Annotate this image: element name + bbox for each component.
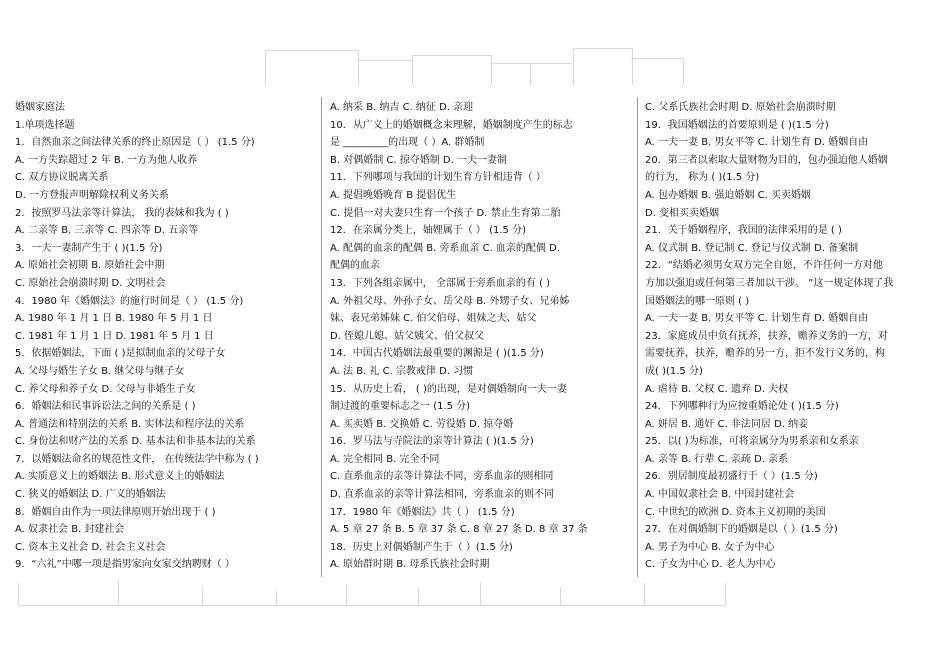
text-line: 5．依据婚姻法，下面 ( )是拟制血亲的父母子女 [15,348,226,360]
footer-decoration [418,588,481,606]
text-line: A. 完全相同 B. 完全不同 [330,453,440,465]
text-line: A. 实质意义上的婚姻法 B. 形式意义上的婚姻法 [15,471,225,483]
text-line: A. 奴隶社会 B. 封建社会 [15,524,125,536]
text-line: A. 父母与婚生子女 B. 继父母与继子女 [15,365,185,377]
text-line: C. 父系氏族社会时期 D. 原始社会崩溃时期 [645,102,836,113]
text-line: 15．从历史上看， ( )的出现，是对偶婚制向一夫一妻 [330,383,567,395]
text-line: A. 配偶的血亲的配偶 B. 旁系血亲 C. 血亲的配偶 D. [330,242,560,254]
text-line: A. 买卖婚 B. 交换婚 C. 劳役婚 D. 掠夺婚 [330,418,514,430]
text-line: 21．关于婚姻程序，我国的法律采用的是 ( ) [645,225,842,237]
text-line: A. 姘居 B. 通奸 C. 非法同居 D. 纳妾 [645,418,809,430]
footer-decoration [480,582,561,606]
footer-decoration [644,583,726,606]
footer-decoration [202,586,277,606]
header-decoration [530,63,572,85]
text-line: 9．“六礼”中哪一项是指男家向女家交纳聘财（ ） [15,559,235,571]
text-line: 17．1980 年《婚姻法》共（ ） (1.5 分) [330,506,515,518]
text-line: 7．以婚姻法命名的规范性文件， 在传统法学中称为 ( ) [15,453,259,465]
text-line: A. 虐待 B. 父权 C. 遗弃 D. 夫权 [645,383,789,395]
column-divider [321,97,322,577]
text-line: C. 双方协议脱离关系 [15,172,109,184]
text-line: 成( )(1.5 分) [645,365,703,377]
header-decoration [631,58,684,85]
text-line: A. 原始群时期 B. 母系氏族社会时期 [330,559,490,571]
text-line: C. 中世纪的欧洲 D. 资本主义初期的美国 [645,506,826,518]
text-line: C. 养父母和养子女 D. 父母与非婚生子女 [15,383,196,395]
text-line: A. 一夫一妻 B. 男女平等 C. 计划生育 D. 婚姻自由 [645,313,869,325]
text-line: 方加以强迫或任何第三者加以干涉。 ”这一规定体现了我 [645,277,894,289]
text-line: C. 狭义的婚姻法 D. 广义的婚姻法 [15,489,166,501]
footer-decoration [276,590,347,606]
text-line: A. 法 B. 礼 C. 宗教戒律 D. 习惯 [330,365,474,377]
header-decoration [573,48,633,85]
text-line: 27．在对偶婚制下的婚姻是以（ ）(1.5 分) [645,524,838,536]
text-line: A. 一方失踪超过 2 年 B. 一方为他人收养 [15,154,198,166]
text-line: B. 对偶婚制 C. 掠夺婚制 D. 一夫一妻制 [330,154,507,166]
header-decoration [412,55,492,85]
text-line: 的行为， 称为 ( )(1.5 分) [645,172,760,184]
question-column-right [645,99,940,574]
text-line: C. 子女为中心 D. 老人为中心 [645,559,776,571]
text-line: D. 变相买卖婚姻 [645,207,720,219]
column-divider [637,97,638,577]
text-line: A. 普通法和特别法的关系 B. 实体法和程序法的关系 [15,418,245,430]
text-line: 6．婚姻法和民事诉讼法之间的关系是 ( ) [15,401,196,413]
text-line: C. 原始社会崩溃时期 D. 文明社会 [15,277,166,289]
text-line: 16．罗马法与寺院法的亲等计算法 ( )(1.5 分) [330,436,534,448]
text-line: 13．下列各组亲属中， 全部属于旁系血亲的有 ( ) [330,277,551,289]
text-line: A. 亲等 B. 行辈 C. 亲疏 D. 亲系 [645,453,789,465]
text-line: A. 男子为中心 B. 女子为中心 [645,541,775,553]
text-line: 10．从广义上的婚姻概念来理解，婚姻制度产生的标志 [330,119,573,131]
text-line: 22．“结婚必须男女双方完全自愿，不许任何一方对他 [645,260,883,272]
text-line: 3．一夫一妻制产生于 ( )(1.5 分) [15,242,163,254]
text-line: 26．别居制度最初盛行于（ ）(1.5 分) [645,471,818,483]
text-line: C. 1981 年 1 月 1 日 D. 1981 年 5 月 1 日 [15,330,214,342]
text-line: C. 提倡一对夫妻只生育一个孩子 D. 禁止生育第二胎 [330,207,561,219]
footer-decoration [346,584,419,606]
text-line: 妹、表兄弟姊妹 C. 伯父伯母、姐妹之夫、姑父 [330,313,537,325]
text-line: A. 二亲等 B. 三亲等 C. 四亲等 D. 五亲等 [15,225,199,237]
text-line: C. 身份法和财产法的关系 D. 基本法和非基本法的关系 [15,436,256,448]
text-line: 1.单项选择题 [15,119,75,131]
text-line: D. 侄媳儿媳、姑父姨父、伯父叔父 [330,330,485,342]
text-line: 8．婚姻自由作为一项法律原则开始出现于 ( ) [15,506,216,518]
text-line: 18．历史上对偶婚制产生于（ ）(1.5 分) [330,541,513,553]
header-decoration [265,50,359,85]
text-line: 25．以( )为标准，可将亲属分为男系亲和女系亲 [645,436,859,448]
text-line: A. 1980 年 1 月 1 日 B. 1980 年 5 月 1 日 [15,313,213,325]
text-line: 制过渡的重要标志之一 (1.5 分) [330,401,471,413]
text-line: D. 直系血亲的亲等计算法相同，旁系血亲的则不同 [330,489,555,501]
question-column-middle [330,99,632,574]
text-line: 12．在亲属分类上，妯娌属于（ ） (1.5 分) [330,225,526,237]
question-column-left [15,99,315,574]
text-line: A. 包办婚姻 B. 强迫婚姻 C. 买卖婚姻 [645,189,811,201]
text-line: 23．家庭成员中负有抚养，扶养，赡养义务的一方，对 [645,330,888,342]
text-line: A. 纳采 B. 纳吉 C. 纳征 D. 亲迎 [330,102,474,113]
text-line: 11．下列哪项与我国的计划生育方针相违背（ ） [330,172,546,184]
text-line: A. 提倡晚婚晚育 B 提倡优生 [330,189,457,201]
text-line: D. 一方登报声明解除权利义务关系 [15,189,170,201]
text-line: 配偶的血亲 [330,260,380,272]
footer-decoration [18,583,119,606]
text-line: 国婚姻法的哪一原则 ( ) [645,295,750,307]
text-line: 14．中国古代婚姻法最重要的渊源是 ( )(1.5 分) [330,348,544,360]
text-line: C. 直系血亲的亲等计算法不同，旁系血亲的则相同 [330,471,554,483]
text-line: 是 _________的出现（ ）A. 群婚制 [330,137,485,149]
text-line: 4．1980 年《婚姻法》的施行时间是（ ） (1.5 分) [15,295,244,307]
text-line: 19．我国婚姻法的首要原则是 ( )(1.5 分) [645,119,829,131]
text-line: A. 5 章 27 条 B. 5 章 37 条 C. 8 章 27 条 D. 8 章 37 条 [330,524,588,536]
text-line: 婚姻家庭法 [15,102,65,113]
text-line: 20．第三者以索取大量财物为目的，包办强迫他人婚姻 [645,154,888,166]
text-line: A. 外祖父母、外孙子女、岳父母 B. 外甥子女、兄弟姊 [330,295,570,307]
text-line: A. 一夫一妻 B. 男女平等 C. 计划生育 D. 婚姻自由 [645,137,869,149]
text-line: 2．按照罗马法亲等计算法， 我的表妹和我为 ( ) [15,207,229,219]
text-line: C. 资本主义社会 D. 社会主义社会 [15,541,166,553]
text-line: A. 中国奴隶社会 B. 中国封建社会 [645,489,795,501]
text-line: 需要抚养，扶养，赡养的另一方，拒不发行义务的，构 [645,348,885,360]
text-line: 1．自然血亲之间法律关系的终止原因是（ ） (1.5 分) [15,137,255,149]
footer-decoration [118,580,203,606]
header-decoration [490,63,531,85]
text-line: A. 原始社会初期 B. 原始社会中期 [15,260,165,272]
header-decoration [357,60,412,85]
text-line: 24．下列哪种行为应按重婚论处 ( )(1.5 分) [645,401,839,413]
footer-decoration [560,587,645,606]
text-line: A. 仪式制 B. 登记制 C. 登记与仪式制 D. 备案制 [645,242,859,254]
